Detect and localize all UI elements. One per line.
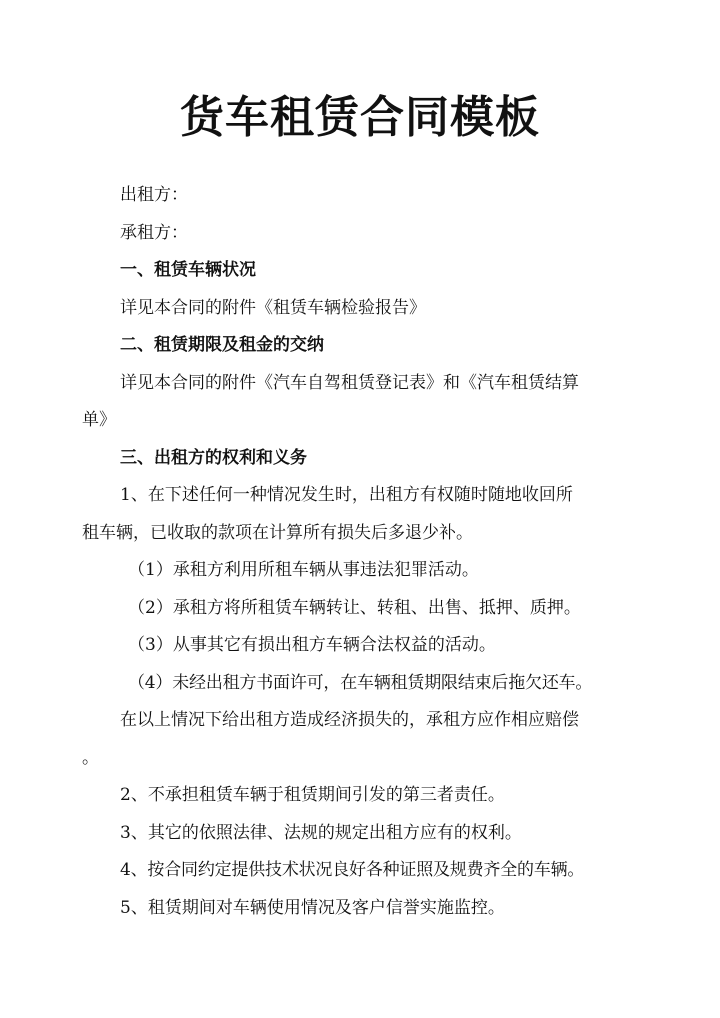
document-title: 货车租赁合同模板 [180, 92, 540, 143]
paragraph-line: 4、按合同约定提供技术状况良好各种证照及规费齐全的车辆。 [120, 860, 585, 880]
lessor-line: 出租方： [120, 185, 188, 205]
section-heading-1: 一、租赁车辆状况 [120, 260, 256, 280]
document-body [82, 177, 642, 927]
paragraph-line: 5、租赁期间对车辆使用情况及客户信誉实施监控。 [120, 897, 505, 918]
paragraph-line: 在以上情况下给出租方造成经济损失的，承租方应作相应赔偿 [120, 710, 579, 730]
paragraph-line: 详见本合同的附件《租赁车辆检验报告》 [120, 297, 426, 318]
paragraph-line: 2、不承担租赁车辆于租赁期间引发的第三者责任。 [120, 785, 505, 805]
paragraph-line: 3、其它的依照法律、法规的规定出租方应有的权利。 [120, 822, 522, 843]
paragraph-line: 单》 [82, 410, 116, 430]
paragraph-line: 。 [82, 747, 99, 768]
list-item: （3）从事其它有损出租方车辆合法权益的活动。 [128, 635, 496, 655]
section-heading-2: 二、租赁期限及租金的交纳 [120, 335, 324, 355]
list-item: （2）承租方将所租赁车辆转让、转租、出售、抵押、质押。 [128, 597, 581, 618]
paragraph-line: 详见本合同的附件《汽车自驾租赁登记表》和《汽车租赁结算 [120, 372, 579, 393]
list-item: （1）承租方利用所租车辆从事违法犯罪活动。 [128, 560, 479, 580]
paragraph-line: 租车辆，已收取的款项在计算所有损失后多退少补。 [82, 522, 473, 543]
paragraph-line: 1、在下述任何一种情况发生时，出租方有权随时随地收回所 [120, 485, 573, 505]
section-heading-3: 三、出租方的权利和义务 [120, 447, 307, 468]
lessee-line: 承租方： [120, 222, 188, 243]
list-item: （4）未经出租方书面许可，在车辆租赁期限结束后拖欠还车。 [128, 672, 593, 693]
